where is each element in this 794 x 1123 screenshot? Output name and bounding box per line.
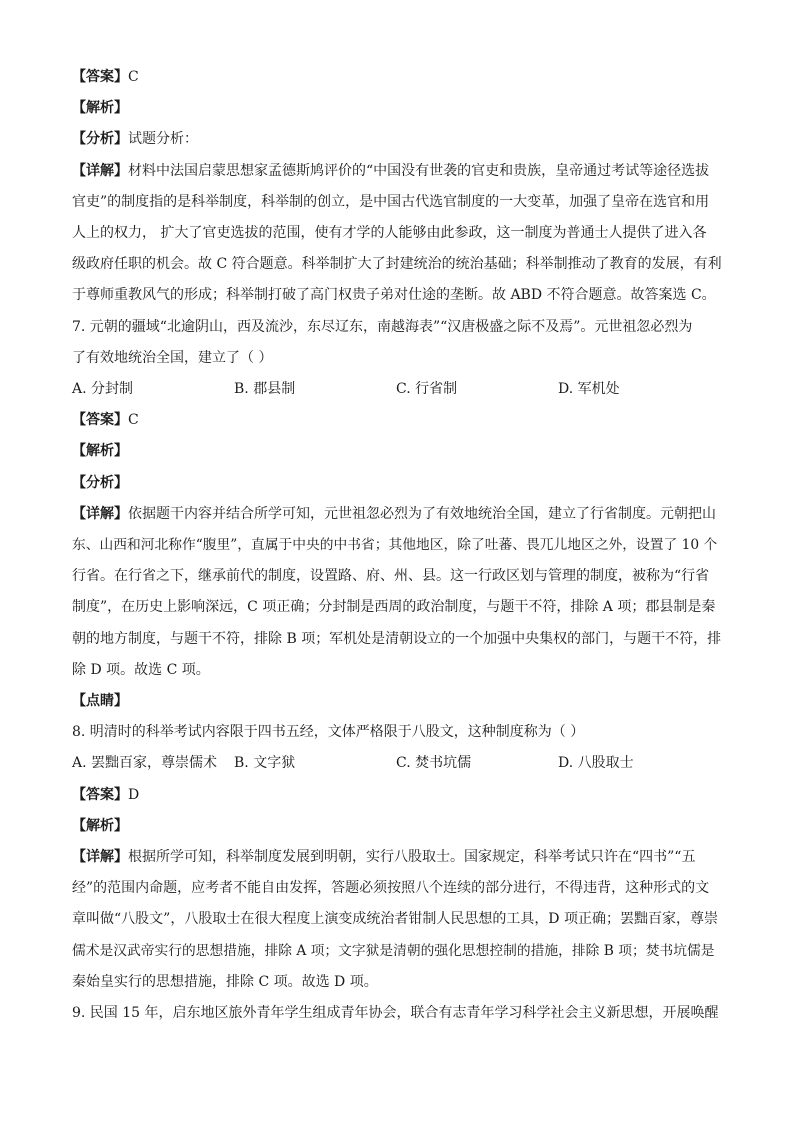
explanation-text (72, 156, 709, 187)
explanation-line (72, 873, 724, 904)
section-label-line (72, 62, 724, 93)
section-label-line (72, 811, 724, 842)
explanation-line-text: 除 D 项。故选 C 项。 (72, 661, 210, 678)
explanation-text (72, 218, 706, 249)
section-value: C (128, 69, 139, 85)
section-tag: 【分析】 (72, 131, 128, 148)
explanation-line-text: 行省。在行省之下，继承前代的制度，设置路、府、州、县。这一行政区划与管理的制度，被称为“行省 (72, 568, 710, 585)
answer-option: A. 分封制 (72, 381, 134, 398)
section-tag: 【解析】 (72, 100, 128, 117)
explanation-line-text: 经”的范围内命题，应考者不能自由发挥，答题必须按照八个连续的部分进行，不得违背，这种形式的文 (72, 880, 710, 897)
explanation-line-text: 依据题干内容并结合所学可知，元世祖忽必烈为了有效地统治全国，建立了行省制度。元朝把山 (128, 505, 716, 522)
section-label-line (72, 780, 724, 811)
section-value: C (128, 412, 139, 429)
explanation-line (72, 967, 724, 998)
explanation-text (72, 904, 718, 935)
explanation-line (72, 218, 724, 249)
explanation-line (72, 936, 724, 967)
section-label-line (72, 686, 724, 717)
explanation-line (72, 561, 724, 592)
explanation-line (72, 187, 724, 218)
explanation-line (72, 280, 724, 311)
explanation-line-text: 官吏”的制度指的是科举制度，科举制的创立，是中国古代选官制度的一大变革，加强了皇帝在选官和用 (72, 193, 710, 210)
question-stem-line: 9. 民国 15 年，启东地区旅外青年学生组成青年协会，联合有志青年学习科学社会主义新思想，开展唤醒 (72, 1005, 719, 1022)
explanation-text (72, 249, 722, 280)
explanation-line-text: 人上的权力， 扩大了官吏选拔的范围，使有才学的人能够由此参政，这一制度为普通士人提供了进入各 (72, 225, 707, 242)
explanation-line (72, 842, 724, 873)
section-label-line (72, 436, 724, 467)
section-label-line (72, 405, 724, 436)
explanation-text (72, 842, 695, 873)
answer-option: A. 罢黜百家，尊崇儒术 (72, 755, 218, 772)
explanation-text (72, 592, 715, 623)
explanation-line (72, 624, 724, 655)
explanation-line-text: 朝的地方制度，与题干不符，排除 B 项；军机处是清朝设立的一个加强中央集权的部门，与题干不符，排 (72, 630, 722, 647)
section-tag: 【详解】 (72, 849, 128, 866)
explanation-line-text: 儒术是汉武帝实行的思想措施，排除 A 项；文字狱是清朝的强化思想控制的措施，排除 B 项；焚书坑儒是 (72, 942, 715, 959)
explanation-text (72, 974, 378, 990)
section-tag: 【答案】 (72, 69, 128, 85)
section-tag: 【详解】 (72, 505, 128, 522)
explanation-text (72, 561, 709, 592)
section-label-line (72, 124, 724, 155)
explanation-line-text: 制度”，在历史上影响深远，C 项正确；分封制是西周的政治制度，与题干不符，排除 A 项；郡县制是秦 (72, 599, 716, 616)
explanation-text (72, 624, 721, 655)
question-stem-line: 了有效地统治全国，建立了（ ） (72, 349, 273, 366)
answer-options (72, 374, 724, 405)
explanation-line-text: 材料中法国启蒙思想家孟德斯鸠评价的“中国没有世袭的官吏和贵族，皇帝通过考试等途径选拔 (128, 162, 710, 179)
section-tag: 【解析】 (72, 817, 128, 834)
section-tag: 【分析】 (72, 474, 128, 491)
explanation-line (72, 499, 724, 530)
explanation-line-text: 级政府任职的机会。故 C 符合题意。科举制扩大了封建统治的统治基础；科举制推动了教育的发展，有利 (72, 256, 722, 273)
answer-option: B. 郡县制 (234, 381, 296, 398)
explanation-line (72, 530, 724, 561)
document-page (72, 62, 724, 1029)
explanation-line (72, 249, 724, 280)
question-stem-line: 7. 元朝的疆域“北逾阴山，西及流沙，东尽辽东，南越海表”“汉唐极盛之际不及焉”。元世祖忽必烈为 (72, 318, 693, 335)
explanation-line-text: 于尊师重教风气的形成；科举制打破了高门权贵子弟对仕途的垄断。故 ABD 不符合题意。故答案选 C。 (72, 287, 716, 304)
section-tag: 【答案】 (72, 786, 128, 803)
section-value: 试题分析： (128, 131, 198, 148)
explanation-text (72, 499, 716, 530)
answer-option: D. 军机处 (558, 381, 620, 398)
section-tag: 【详解】 (72, 162, 128, 179)
section-tag: 【答案】 (72, 412, 128, 429)
explanation-line-text: 章叫做“八股文”，八股取士在很大程度上演变成统治者钳制人民思想的工具，D 项正确；罢黜百家，尊崇 (72, 911, 718, 928)
section-tag: 【解析】 (72, 443, 128, 460)
answer-option: B. 文字狱 (234, 755, 296, 772)
explanation-text (72, 287, 716, 303)
answer-options (72, 748, 724, 779)
explanation-line (72, 592, 724, 623)
section-label-line (72, 93, 724, 124)
explanation-line (72, 156, 724, 187)
explanation-line-text: 东、山西和河北称作“腹里”，直属于中央的中书省；其他地区，除了吐蕃、畏兀儿地区之外，设置了 10 个 (72, 537, 718, 554)
explanation-line (72, 655, 724, 686)
answer-option: C. 焚书坑儒 (396, 755, 472, 772)
section-label-line (72, 468, 724, 499)
question-stem-line: 8. 明清时的科举考试内容限于四书五经，文体严格限于八股文，这种制度称为（ ） (72, 724, 585, 741)
explanation-line-text: 秦始皇实行的思想措施，排除 C 项。故选 D 项。 (72, 973, 378, 990)
explanation-text (72, 873, 709, 904)
explanation-line (72, 904, 724, 935)
explanation-text (72, 530, 717, 561)
explanation-text (72, 662, 210, 678)
answer-option: D. 八股取士 (558, 755, 634, 772)
explanation-text (72, 936, 715, 967)
section-tag: 【点睛】 (72, 693, 128, 710)
section-value: D (128, 786, 140, 803)
answer-option: C. 行省制 (396, 381, 458, 398)
explanation-line-text: 根据所学可知，科举制度发展到明朝，实行八股取士。国家规定，科举考试只许在“四书”“五 (128, 849, 696, 866)
explanation-text (72, 187, 709, 218)
